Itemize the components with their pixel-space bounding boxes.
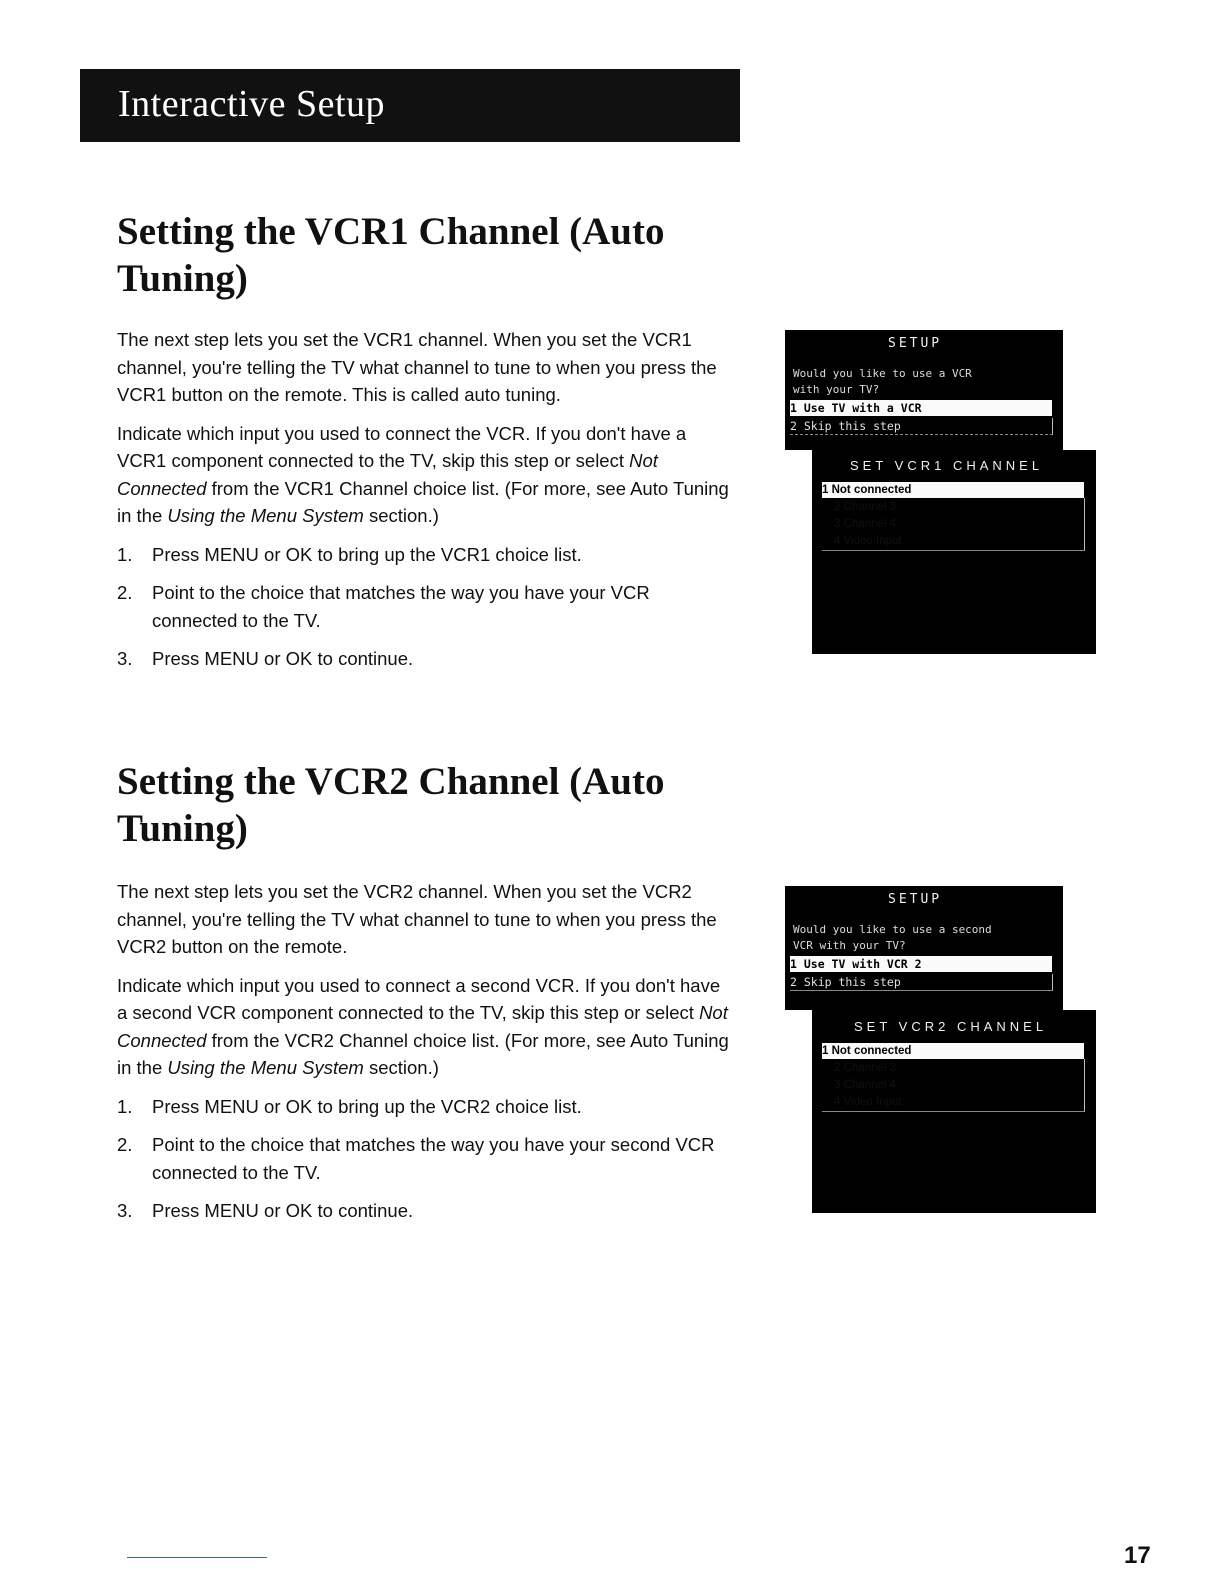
setup-screen-1 xyxy=(785,330,1063,450)
choice-channel-4[interactable]: 3 Channel 4 xyxy=(834,1079,897,1091)
screen-question-line1: Would you like to use a second xyxy=(793,923,992,936)
step-item: 3. Press MENU or OK to continue. xyxy=(117,1200,414,1221)
choice-video-input[interactable]: 4 Video Input xyxy=(834,1096,902,1108)
option-skip-step[interactable]: 2 Skip this step xyxy=(790,418,1053,435)
section1-body xyxy=(117,326,732,684)
section2-steps xyxy=(117,1093,732,1225)
choice-list-border xyxy=(822,1059,1085,1112)
section1-steps xyxy=(117,541,732,673)
sub-panel-title: SET VCR2 CHANNEL xyxy=(854,1019,1048,1034)
page-number: 17 xyxy=(1124,1542,1151,1569)
section1-paragraph-2: Indicate which input you used to connect the VCR. If you don't have a VCR1 component connected to the TV, skip this step or select Not Connected from the VCR1 Channel choice list. (For more, see Auto Tuning in the Using the Menu System section.) xyxy=(117,422,729,526)
option-use-tv-with-vcr2[interactable]: 1 Use TV with VCR 2 xyxy=(790,956,1052,972)
screen-question-line2: VCR with your TV? xyxy=(793,939,906,952)
vcr1-channel-panel xyxy=(812,450,1096,654)
section2-title: Setting the VCR2 Channel (Auto Tuning) xyxy=(117,760,665,850)
choice-not-connected[interactable]: 1 Not connected xyxy=(822,482,1084,498)
section1-paragraph-1: The next step lets you set the VCR1 channel. When you set the VCR1 channel, you're telling the TV what channel to tune to when you press the VCR1 button on the remote. This is called auto tuning. xyxy=(117,329,717,405)
choice-channel-4[interactable]: 3 Channel 4 xyxy=(834,518,897,530)
section2-paragraph-1: The next step lets you set the VCR2 channel. When you set the VCR2 channel, you're telling the TV what channel to tune to when you press the VCR2 button on the remote. xyxy=(117,881,717,957)
setup-screen-2 xyxy=(785,886,1063,1010)
option-use-tv-with-vcr[interactable]: 1 Use TV with a VCR xyxy=(790,400,1052,416)
screen-title: SETUP xyxy=(888,892,943,907)
choice-channel-3[interactable]: 2 Channel 3 xyxy=(834,1062,897,1074)
option-skip-step[interactable]: 2 Skip this step xyxy=(790,974,1053,991)
step-item: 3. Press MENU or OK to continue. xyxy=(117,648,414,669)
choice-channel-3[interactable]: 2 Channel 3 xyxy=(834,501,897,513)
footer-rule xyxy=(127,1557,267,1558)
choice-not-connected[interactable]: 1 Not connected xyxy=(822,1043,1084,1059)
choice-video-input[interactable]: 4 Video Input xyxy=(834,535,902,547)
step-item: 1. Press MENU or OK to bring up the VCR1 choice list. xyxy=(117,543,582,565)
choice-list-border xyxy=(822,498,1085,551)
sub-panel-title: SET VCR1 CHANNEL xyxy=(850,458,1044,473)
screen-title: SETUP xyxy=(888,336,943,351)
step-item: 1. Press MENU or OK to bring up the VCR2 choice list. xyxy=(117,1095,582,1117)
vcr2-channel-panel xyxy=(812,1010,1096,1213)
section2-body xyxy=(117,878,732,1236)
screen-question-line2: with your TV? xyxy=(793,383,880,396)
section1-title: Setting the VCR1 Channel (Auto Tuning) xyxy=(117,210,665,300)
page-header-title: Interactive Setup xyxy=(118,83,386,125)
step-item: 2. Point to the choice that matches the way you have your VCR connected to the TV. xyxy=(117,582,650,631)
step-item: 2. Point to the choice that matches the way you have your second VCR connected to the TV. xyxy=(117,1134,715,1183)
section2-paragraph-2: Indicate which input you used to connect a second VCR. If you don't have a second VCR component connected to the TV, skip this step or select Not Connected from the VCR2 Channel choice list. (For more, see Auto Tuning in the Using the Menu System section.) xyxy=(117,974,729,1078)
screen-question-line1: Would you like to use a VCR xyxy=(793,367,972,380)
